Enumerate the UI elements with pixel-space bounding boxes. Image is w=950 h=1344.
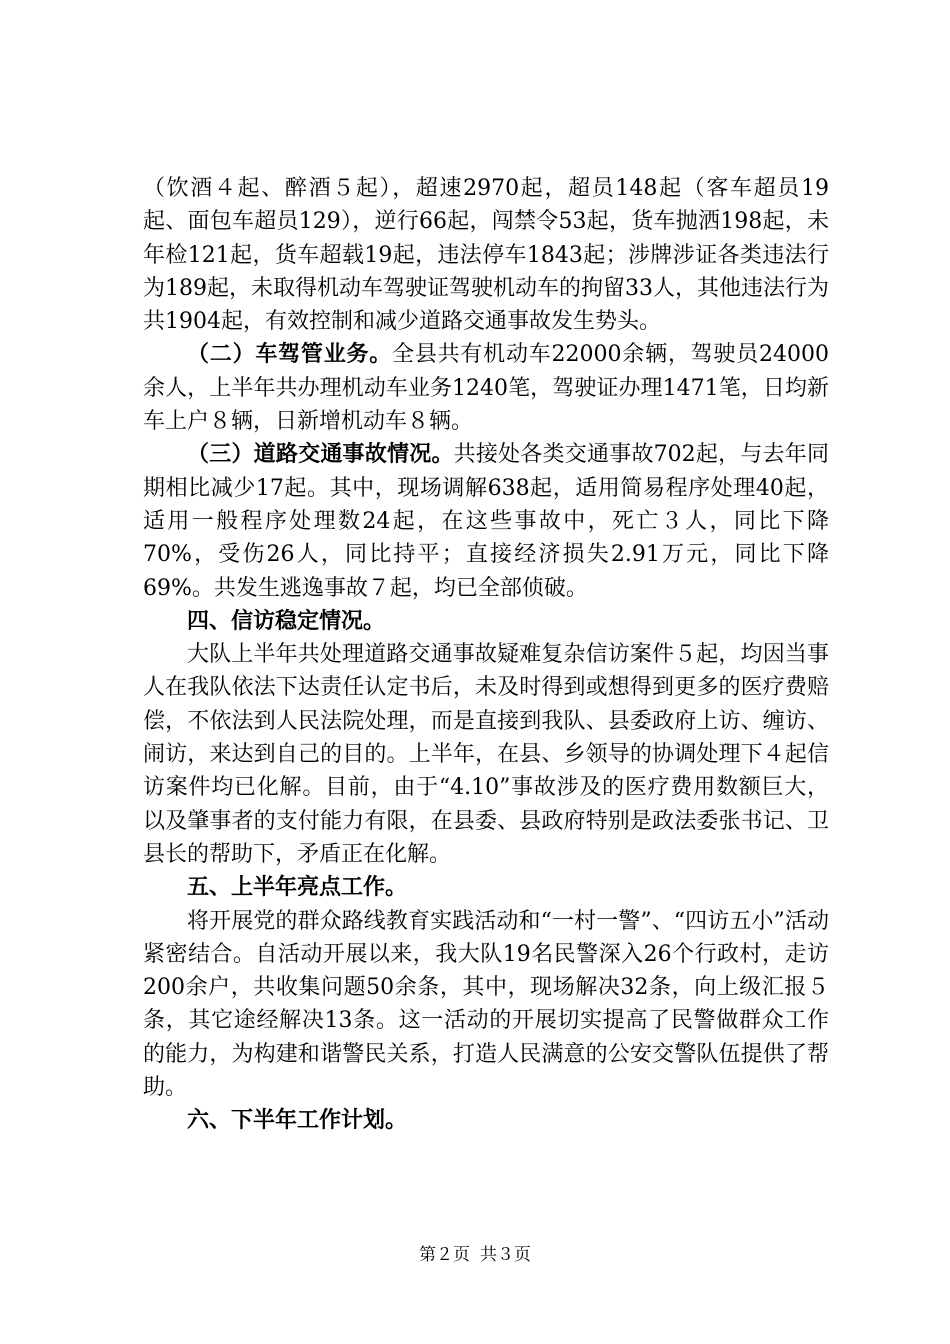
page-total: 共３页 xyxy=(480,1245,531,1265)
paragraph-petition-cases xyxy=(143,638,829,871)
heading-text: 六、下半年工作计划。 xyxy=(187,1107,408,1134)
paragraph-traffic-accidents xyxy=(143,438,829,604)
section-heading-second-half-plan xyxy=(143,1104,829,1137)
paragraph-text: 全县共有机动车22000余辆，驾驶员24000余人，上半年共办理机动车业务1240笔，驾驶证办理1471笔，日均新车上户８辆，日新增机动车８辆。 xyxy=(143,342,829,435)
section-heading-vehicle-driver: （二）车驾管业务。 xyxy=(187,341,393,368)
page-footer xyxy=(0,1240,950,1265)
section-heading-highlights xyxy=(143,871,829,904)
section-heading-petition-stability xyxy=(143,605,829,638)
paragraph-text: 共接处各类交通事故702起，与去年同期相比减少17起。其中，现场调解638起，适用简易程序处理40起，适用一般程序处理数24起，在这些事故中，死亡３人，同比下降70%，受伤26人，同比持平；直接经济损失2.91万元，同比下降69%。共发生逃逸事故７起，均已全部侦破。 xyxy=(143,442,829,601)
page-number: 第２页 xyxy=(419,1245,470,1265)
paragraph-text: 将开展党的群众路线教育实践活动和“一村一警”、“四访五小”活动紧密结合。自活动开展以来，我大队19名民警深入26个行政村，走访200余户，共收集问题50余条，其中，现场解决32条，向上级汇报５条，其它途经解决13条。这一活动的开展切实提高了民警做群众工作的能力，为构建和谐警民关系，打造人民满意的公安交警队伍提供了帮助。 xyxy=(143,908,829,1101)
document-body xyxy=(143,172,829,1138)
paragraph-text: 大队上半年共处理道路交通事故疑难复杂信访案件５起，均因当事人在我队依法下达责任认定书后，未及时得到或想得到更多的医疗费赔偿，不依法到人民法院处理，而是直接到我队、县委政府上访、缠访、闹访，来达到自己的目的。上半年，在县、乡领导的协调处理下４起信访案件均已化解。目前，由于“4.10”事故涉及的医疗费用数额巨大，以及肇事者的支付能力有限，在县委、县政府特别是政法委张书记、卫县长的帮助下，矛盾正在化解。 xyxy=(143,642,829,867)
section-heading-accidents: （三）道路交通事故情况。 xyxy=(187,441,454,468)
heading-text: 四、信访稳定情况。 xyxy=(187,607,386,634)
paragraph-highlights xyxy=(143,905,829,1105)
heading-text: 五、上半年亮点工作。 xyxy=(187,874,408,901)
paragraph-text: （饮酒４起、醉酒５起），超速2970起，超员148起（客车超员19起、面包车超员129），逆行66起，闯禁令53起，货车抛洒198起，未年检121起，货车超载19起，违法停车1843起；涉牌涉证各类违法行为189起，未取得机动车驾驶证驾驶机动车的拘留33人，其他违法行为共1904起，有效控制和减少道路交通事故发生势头。 xyxy=(143,176,829,335)
paragraph-vehicle-driver-management xyxy=(143,338,829,438)
paragraph-violations-continued xyxy=(143,172,829,338)
